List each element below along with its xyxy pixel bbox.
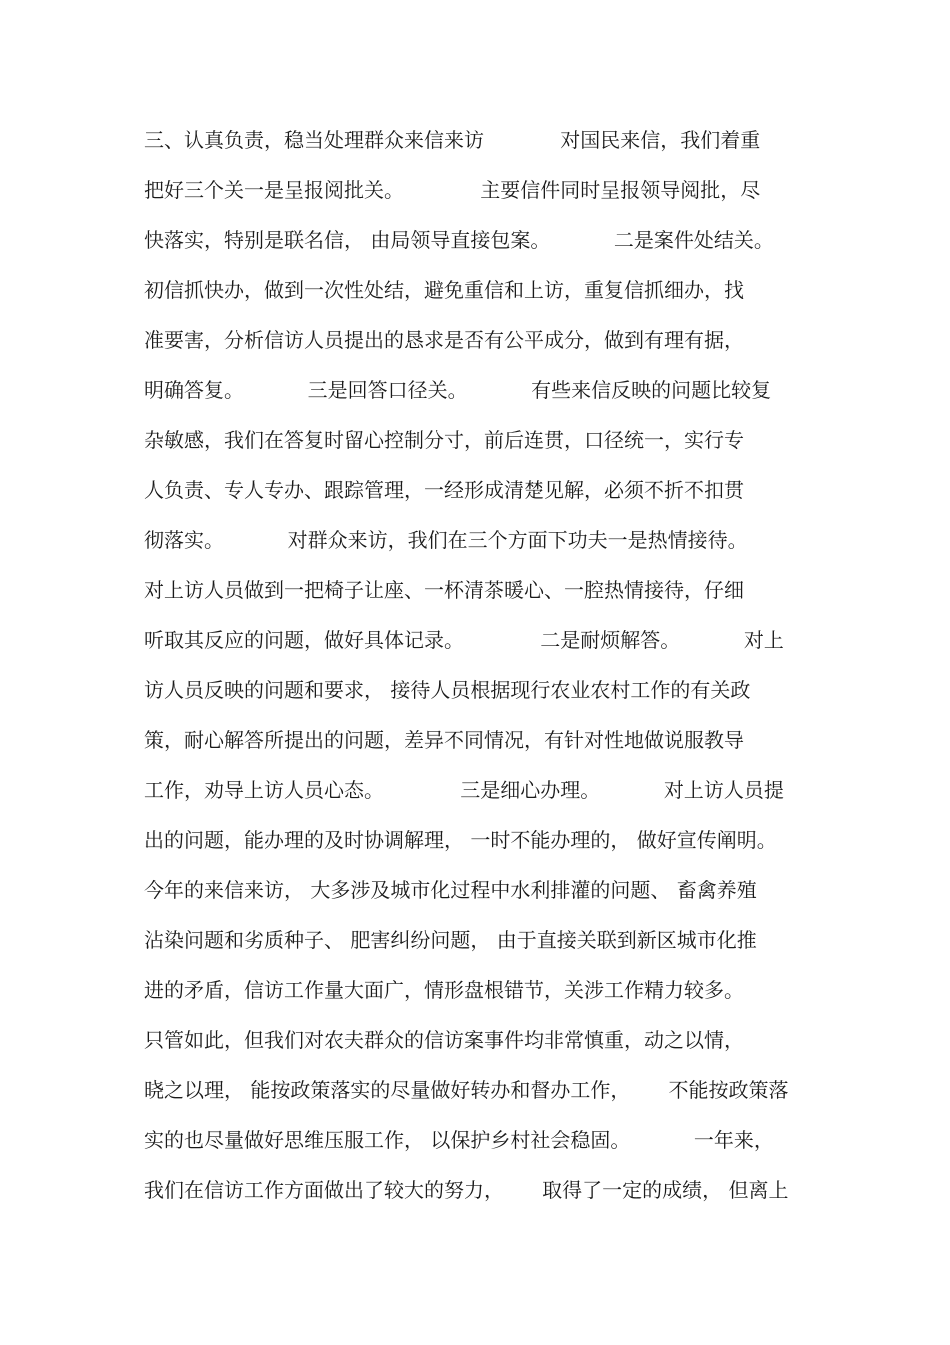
text-line: 初信抓快办，做到一次性处结，避免重信和上访，重复信抓细办，找: [144, 278, 744, 302]
text-line: 今年的来信来访， 大多涉及城市化过程中水利排灌的问题、 畜禽养殖: [144, 878, 757, 902]
text-line: 准要害，分析信访人员提出的恳求是否有公平成分，做到有理有据，: [144, 328, 744, 352]
text-line: 杂敏感，我们在答复时留心控制分寸，前后连贯，口径统一，实行专: [144, 428, 744, 452]
text-line: 实的也尽量做好思维压服工作， 以保护乡村社会稳固。 一年来，: [144, 1128, 774, 1152]
text-line: 只管如此，但我们对农夫群众的信访案事件均非常慎重，动之以情，: [144, 1028, 744, 1052]
text-line: 进的矛盾，信访工作量大面广，情形盘根错节，关涉工作精力较多。: [144, 978, 744, 1002]
text-line: 对上访人员做到一把椅子让座、一杯清茶暖心、一腔热情接待，仔细: [144, 578, 744, 602]
text-line: 明确答复。 三是回答口径关。 有些来信反映的问题比较复: [144, 378, 772, 402]
text-line: 三、认真负责，稳当处理群众来信来访 对国民来信，我们着重: [144, 128, 761, 152]
text-line: 快落实，特别是联名信， 由局领导直接包案。 二是案件处结关。: [144, 228, 774, 252]
text-line: 策，耐心解答所提出的问题，差异不同情况，有针对性地做说服教导: [144, 728, 744, 752]
text-line: 彻落实。 对群众来访，我们在三个方面下功夫一是热情接待。: [144, 528, 748, 552]
text-line: 出的问题，能办理的及时协调解理， 一时不能办理的， 做好宣传阐明。: [144, 828, 777, 852]
body-text: [144, 120, 824, 1220]
text-line: 人负责、专人专办、跟踪管理，一经形成清楚见解，必须不折不扣贯: [144, 478, 744, 502]
text-line: 访人员反映的问题和要求， 接待人员根据现行农业农村工作的有关政: [144, 678, 751, 702]
text-line: 听取其反应的问题，做好具体记录。 二是耐烦解答。 对上: [144, 628, 784, 652]
text-line: 我们在信访工作方面做出了较大的努力， 取得了一定的成绩， 但离上: [144, 1178, 789, 1202]
text-line: 工作，劝导上访人员心态。 三是细心办理。 对上访人员提: [144, 778, 784, 802]
text-line: 把好三个关一是呈报阅批关。 主要信件同时呈报领导阅批，尽: [144, 178, 761, 202]
text-line: 沾染问题和劣质种子、 肥害纠纷问题， 由于直接关联到新区城市化推: [144, 928, 757, 952]
text-line: 晓之以理， 能按政策落实的尽量做好转办和督办工作， 不能按政策落: [144, 1078, 789, 1102]
